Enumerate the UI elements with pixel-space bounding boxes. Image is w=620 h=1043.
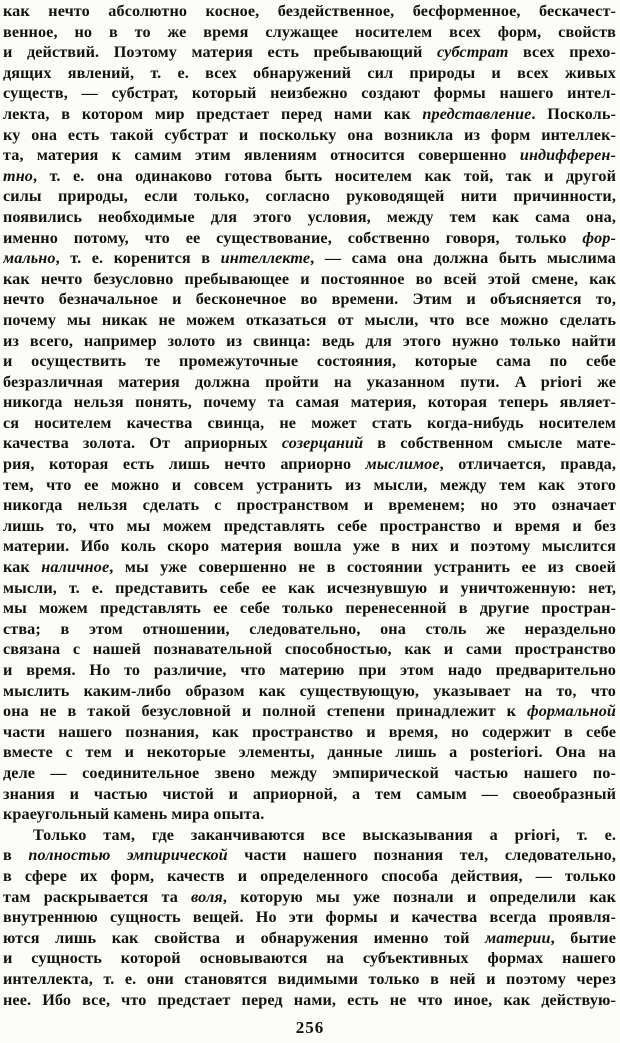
text-line	[3, 660, 616, 681]
emphasized-text: тно	[3, 166, 33, 185]
text-line	[3, 825, 616, 846]
body-text: нечто безначальное и бесконечное во времени. Этим и объясняется то,	[3, 290, 616, 309]
text-line	[3, 228, 616, 249]
text-line	[3, 372, 616, 393]
text-line	[3, 969, 616, 990]
body-text: части нашего познания, как пространство и время, но содержит в себе	[3, 722, 616, 741]
body-text: связана с нашей познавательной способностью, как и сами пространство	[3, 640, 616, 659]
text-line	[3, 516, 616, 537]
body-text: , т. е. коренится в	[55, 249, 221, 268]
text-line	[3, 681, 616, 702]
body-text: венное, но в то же время служащее носителем всех форм, свойств	[3, 22, 616, 41]
text-line	[3, 207, 616, 228]
body-text: мы можем представлять ее себе только перенесенной в другие простран-	[3, 599, 616, 618]
emphasized-text: полностью эмпирической	[28, 846, 228, 865]
body-text: как нечто абсолютно косное, бездейственное, бесформенное, бескачест-	[3, 2, 616, 20]
text-line	[3, 784, 616, 805]
text-line	[3, 248, 616, 269]
body-text: . Посколь-	[531, 104, 616, 123]
body-text: и сущность которой основываются на субъективных формах нашего	[3, 949, 616, 968]
body-text: она не в такой безусловной и полной степени принадлежит к	[3, 702, 528, 721]
body-text: как нечто безусловно пребывающее и постоянное во всей этой смене, как	[3, 269, 616, 288]
emphasized-text: формальной	[527, 702, 616, 721]
body-text: ются лишь как свойства и обнаружения именно той	[3, 928, 486, 947]
body-text: никогда нельзя понять, почему та самая материя, которая теперь являет-	[3, 393, 616, 412]
text-line	[3, 166, 616, 187]
body-text: краеугольный камень мира опыта.	[3, 805, 265, 824]
body-text: Только там, где заканчиваются все высказывания a priori, т. е.	[33, 825, 616, 844]
body-text: качества золота. От априорных	[3, 434, 282, 453]
text-line	[3, 495, 616, 516]
body-text: вместе с тем и некоторые элементы, данные лишь a posteriori. Она на	[3, 743, 616, 762]
body-text: внутреннюю сущность вещей. Но эти формы и качества всегда проявля-	[3, 908, 616, 927]
text-line	[3, 598, 616, 619]
text-line	[3, 125, 616, 146]
body-text: в сфере их форм, качеств и определенного способа действия, — только	[3, 866, 616, 885]
text-line	[3, 742, 616, 763]
emphasized-text: воля	[191, 887, 223, 906]
text-line	[3, 22, 616, 43]
body-text: появились необходимые для этого условия, между тем как сама она,	[3, 207, 616, 226]
text-line	[3, 948, 616, 969]
body-text: в собственном смысле мате-	[363, 434, 616, 453]
text-line	[3, 413, 616, 434]
text-line	[3, 619, 616, 640]
body-text: , мы уже совершенно не в состоянии устранить ее из своей	[109, 558, 616, 577]
body-text: существ, — субстрат, который неизбежно создают формы нашего интел-	[3, 84, 616, 103]
text-line	[3, 454, 616, 475]
body-text: в	[3, 846, 29, 865]
body-text: рия, которая есть лишь нечто априорно	[3, 455, 366, 474]
page-number: 256	[295, 1018, 325, 1037]
body-text: почему мы никак не можем отказаться от мысли, что все можно сделать	[3, 310, 616, 329]
emphasized-text: мыслимое	[365, 455, 440, 474]
emphasized-text: мально	[3, 249, 56, 268]
body-text: и действий. Поэтому материя есть пребывающий	[3, 43, 437, 62]
text-line	[3, 701, 616, 722]
body-text: , — сама она должна быть мыслима	[310, 249, 616, 268]
emphasized-text: индифферен-	[519, 146, 616, 165]
body-text: знания и частью чистой и априорной, а тем самым — своеобразный	[3, 784, 616, 803]
text-line	[3, 1, 616, 22]
body-text: ства; в этом отношении, следовательно, она столь же нераздельно	[3, 619, 616, 638]
body-text: всех прехо-	[508, 43, 616, 62]
emphasized-text: созерцаний	[281, 434, 364, 453]
body-text: та, материя к самим этим явлениям относится совершенно	[3, 146, 520, 165]
body-text: мысли, т. е. представить себе ее как исчезнувшую и уничтоженную: нет,	[3, 578, 616, 597]
body-text: лекта, в котором мир предстает перед нами как	[3, 104, 423, 123]
text-line	[3, 990, 616, 1011]
text-line	[3, 763, 616, 784]
body-text: , которую мы уже познали и определили как	[222, 887, 616, 906]
body-text: лишь то, что мы можем представлять себе пространство и время и без	[3, 516, 616, 535]
body-text: из всего, например золото из свинца: ведь для этого нужно только найти	[3, 331, 616, 350]
text-line	[3, 289, 616, 310]
emphasized-text: фор-	[582, 228, 616, 247]
text-line	[3, 804, 616, 825]
body-text: деле — соединительное звено между эмпирической частью нашего по-	[3, 763, 616, 782]
body-text: ся носителем качества свинца, не может стать когда-нибудь носителем	[3, 413, 616, 432]
body-text: нее. Ибо все, что предстает перед нами, есть не что иное, как действую-	[3, 990, 616, 1009]
body-text: и осуществить те промежуточные состояния, которые сама по себе	[3, 352, 616, 371]
text-line	[3, 269, 616, 290]
body-text: и время. Но то различие, что материю при этом надо предварительно	[3, 661, 616, 679]
body-text: силы природы, если только, согласно руководящей нити причинности,	[3, 187, 616, 206]
body-text: интеллекта, т. е. они становятся видимыми только в ней и поэтому через	[3, 969, 616, 988]
text-line	[3, 63, 616, 84]
text-line	[3, 351, 616, 372]
text-line	[3, 722, 616, 743]
text-line	[3, 331, 616, 352]
body-text: именно потому, что ее существование, собственно говоря, только	[3, 228, 583, 247]
text-line	[3, 475, 616, 496]
text-line	[3, 557, 616, 578]
body-text: , бытие	[550, 928, 616, 947]
text-line	[3, 392, 616, 413]
emphasized-text: материи	[485, 928, 551, 947]
emphasized-text: представление	[422, 104, 532, 123]
text-line	[3, 845, 616, 866]
body-text: части нашего познания тел, следовательно,	[227, 846, 616, 865]
text-line	[3, 310, 616, 331]
body-text: там раскрывается та	[3, 887, 192, 906]
body-text: , отличается, правда,	[439, 455, 616, 474]
body-text: как	[3, 558, 42, 577]
text-line	[3, 145, 616, 166]
body-text: ку она есть такой субстрат и поскольку она возникла из форм интеллек-	[3, 125, 616, 144]
body-text: дящих явлений, т. е. всех обнаружений сил природы и всех живых	[3, 63, 616, 82]
emphasized-text: интеллекте	[220, 249, 311, 268]
text-line	[3, 433, 616, 454]
body-text: материи. Ибо коль скоро материя вошла уже в них и поэтому мыслится	[3, 537, 616, 556]
emphasized-text: субстрат	[436, 43, 509, 62]
body-text: мыслить каким-либо образом как существующую, указывает на то, что	[3, 681, 616, 700]
text-line	[3, 186, 616, 207]
body-text: тем, что ее можно и совсем устранить из мысли, между тем как этого	[3, 475, 616, 494]
emphasized-text: наличное	[41, 558, 110, 577]
text-line	[3, 536, 616, 557]
text-line	[3, 928, 616, 949]
body-text: , т. е. она одинаково готова быть носителем как той, так и другой	[32, 166, 616, 185]
text-line	[3, 887, 616, 908]
text-line	[3, 42, 616, 63]
text-line	[3, 104, 616, 125]
text-block	[3, 1, 616, 1010]
text-line	[3, 866, 616, 887]
body-text: безразличная материя должна пройти на указанном пути. A priori же	[3, 372, 616, 391]
body-text: никогда нельзя сделать с пространством и временем; но это означает	[3, 496, 616, 515]
text-line	[3, 907, 616, 928]
text-line	[3, 578, 616, 599]
text-line	[3, 83, 616, 104]
text-line	[3, 639, 616, 660]
